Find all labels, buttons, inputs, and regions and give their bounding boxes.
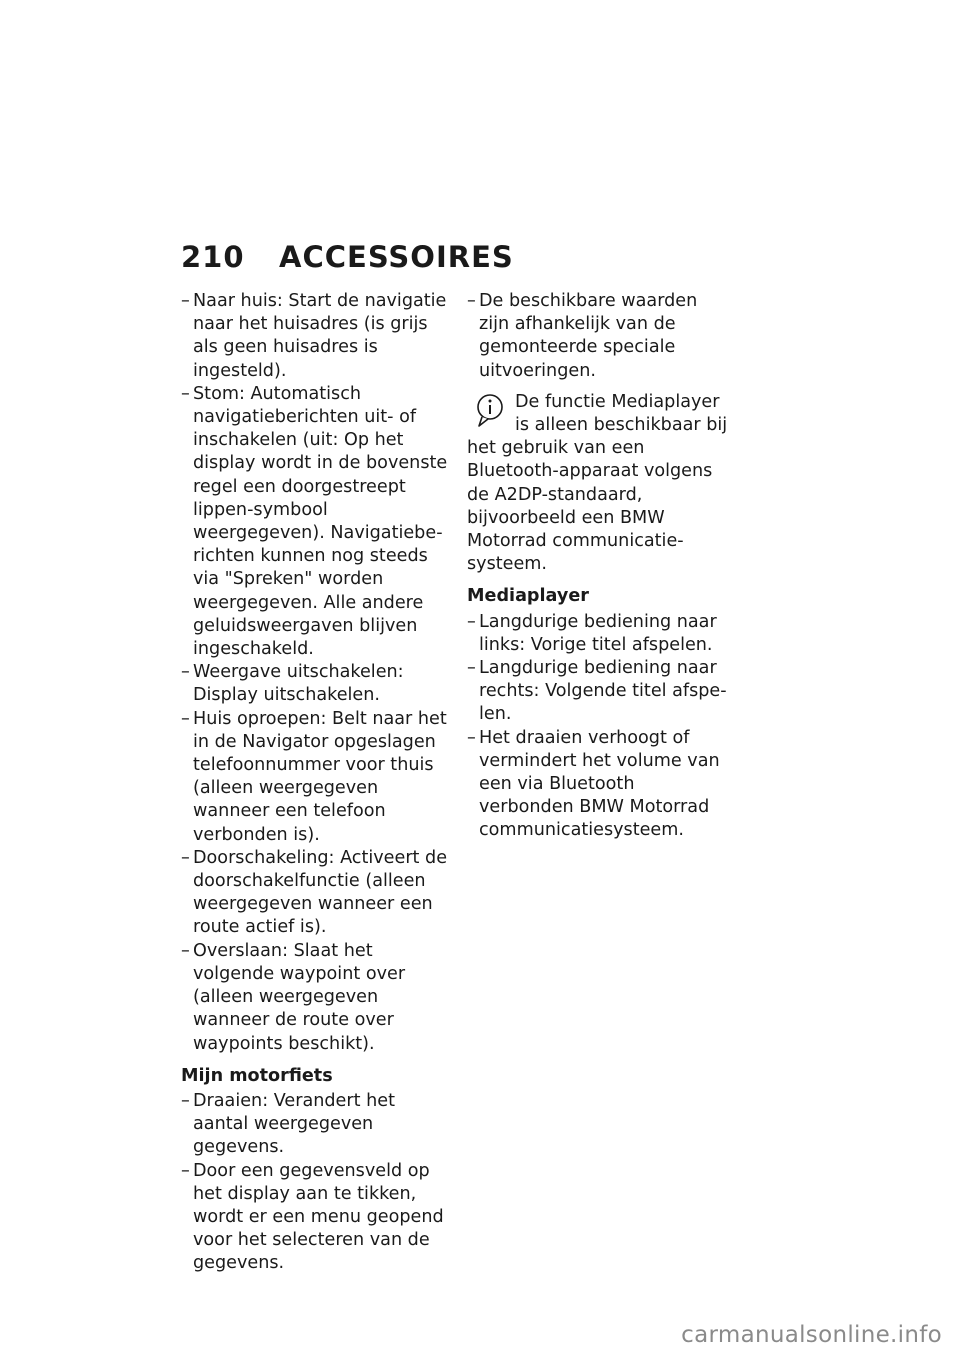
section-heading-mijn-motorfiets: Mijn motorfiets (181, 1065, 333, 1086)
list-item: – Doorschakeling: Activeert de doorschakelfunctie (alleen weergegeven wanneer een route actief is). (181, 847, 449, 940)
list-item: – Weergave uitschakelen: Display uitschakelen. (181, 661, 449, 707)
motorfiets-list (181, 1090, 449, 1276)
list-item: – Overslaan: Slaat het volgende waypoint over (alleen weergegeven wanneer de route over waypoints beschikt). (181, 940, 449, 1056)
list-item: – Het draaien verhoogt of vermindert het volume van een via Bluetooth verbonden BMW Motorrad communicatiesysteem. (467, 727, 732, 843)
section-heading-mediaplayer: Mediaplayer (467, 586, 589, 607)
note-text: De functie Mediaplayer is alleen beschikbaar bij het gebruik van een Bluetooth-apparaat volgens de A2DP-standaard, bijvoorbeeld een BMW Motorrad communicatiesysteem. (467, 391, 728, 575)
mediaplayer-list (467, 611, 732, 843)
list-item: – Draaien: Verandert het aantal weergegeven gegevens. (181, 1090, 449, 1160)
list-item: – Naar huis: Start de navigatie naar het huisadres (is grijs als geen huisadres is ingesteld). (181, 290, 449, 383)
page-header (181, 240, 514, 274)
list-item: – Door een gegevensveld op het display aan te tikken, wordt er een menu geopend voor het selecteren van de gegevens. (181, 1160, 449, 1276)
info-icon (473, 393, 507, 429)
availability-list (467, 290, 732, 383)
list-item: – Huis oproepen: Belt naar het in de Navigator opgeslagen telefoonnummer voor thuis (alleen weergegeven wanneer een telefoon verbonden is). (181, 708, 449, 847)
page-title: ACCESSOIRES (279, 240, 514, 274)
list-item: – De beschikbare waarden zijn afhankelijk van de gemonteerde speciale uitvoeringen. (467, 290, 732, 383)
info-note (467, 391, 732, 577)
list-item: – Langdurige bediening naar links: Vorige titel afspelen. (467, 611, 732, 657)
right-column (467, 290, 732, 843)
list-item: – Langdurige bediening naar rechts: Volgende titel afspelen. (467, 657, 732, 727)
left-column (181, 290, 449, 1276)
page-number: 210 (181, 240, 245, 274)
list-item: – Stom: Automatisch navigatieberichten uit- of inschakelen (uit: Op het display wordt in de bovenste regel een doorgestreept lippen-symbool weergegeven). Navigatieberichten kunnen nog steeds via "Spreken" worden weergegeven. Alle andere geluidsweergaven blijven ingeschakeld. (181, 383, 449, 661)
settings-list (181, 290, 449, 1056)
footer-watermark: carmanualsonline.info (681, 1322, 942, 1348)
